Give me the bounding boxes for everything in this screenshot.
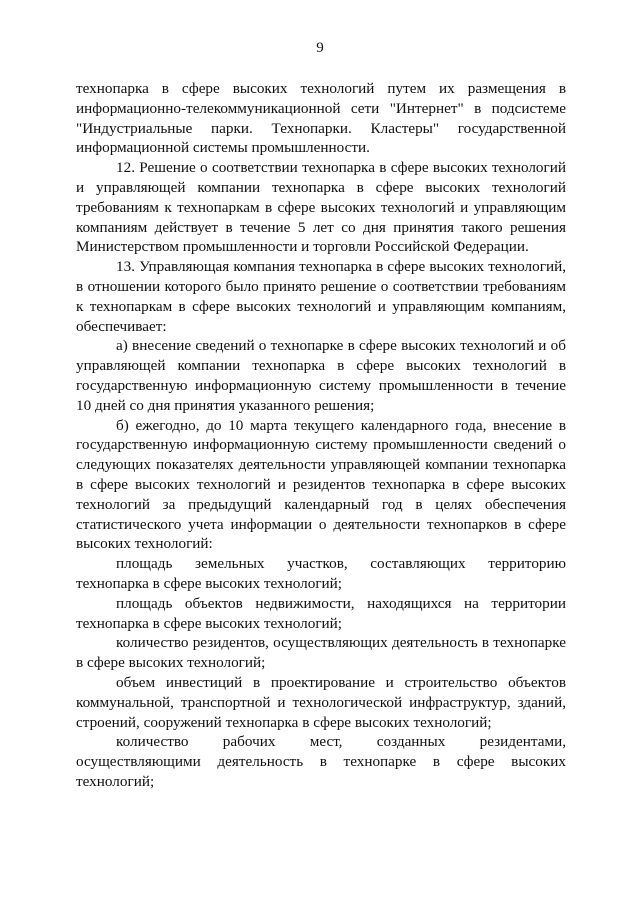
indicator-real-estate-area: площадь объектов недвижимости, находящихся на территории технопарка в сфере высоких технологий; [76,594,566,632]
paragraph-subitem-a: а) внесение сведений о технопарке в сфере высоких технологий и об управляющей компании технопарка в сфере высоких технологий в государственную информационную систему промышленности в течение 10 дней со дня принятия указанного решения; [76,337,566,414]
document-body [76,79,566,792]
indicator-residents-count: количество резидентов, осуществляющих деятельность в технопарке в сфере высоких технологий; [76,634,566,672]
indicator-investment-volume: объем инвестиций в проектирование и строительство объектов коммунальной, транспортной и технологической инфраструктур, зданий, строений, сооружений технопарка в сфере высоких технологий; [76,673,566,731]
page-number: 9 [316,40,324,56]
indicator-jobs-created: количество рабочих мест, созданных резидентами, осуществляющими деятельность в технопарке в сфере высоких технологий; [76,733,566,790]
paragraph-item-13: 13. Управляющая компания технопарка в сфере высоких технологий, в отношении которого было принято решение о соответствии требованиям к технопаркам в сфере высоких технологий и управляющим компаниям, обеспечивает: [76,258,566,335]
paragraph-subitem-b: б) ежегодно, до 10 марта текущего календарного года, внесение в государственную информационную систему промышленности сведений о следующих показателях деятельности управляющей компании технопарка в сфере высоких технологий и резидентов технопарка в сфере высоких технологий за предыдущий календарный год в целях обеспечения статистического учета информации о деятельности технопарков в сфере высоких технологий: [76,416,566,553]
indicator-land-area: площадь земельных участков, составляющих территорию технопарка в сфере высоких технологий; [76,555,566,592]
paragraph-continuation: технопарка в сфере высоких технологий путем их размещения в информационно-телекоммуникационной сети "Интернет" в подсистеме "Индустриальные парки. Технопарки. Кластеры" государственной информационной системы промышленности. [76,80,566,157]
paragraph-item-12: 12. Решение о соответствии технопарка в сфере высоких технологий и управляющей компании технопарка в сфере высоких технологий требованиям к технопаркам в сфере высоких технологий и управляющим компаниям действует в течение 5 лет со дня принятия такого решения Министерством промышленности и торговли Российской Федерации. [76,159,566,256]
